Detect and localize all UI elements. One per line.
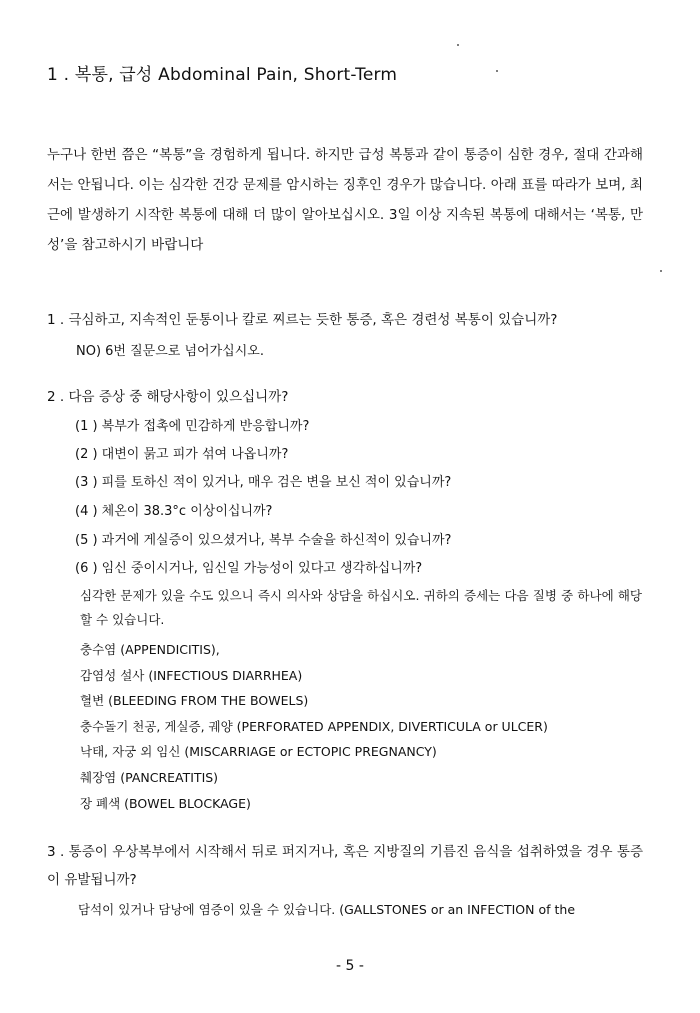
question-3: 3 . 통증이 우상복부에서 시작해서 뒤로 퍼지거나, 혹은 지방질의 기름진 음식을 섭취하였을 경우 통증이 유발됩니까? <box>47 844 643 888</box>
symptom-item: (2 ) 대변이 묽고 피가 섞여 나옵니까? <box>75 447 289 462</box>
symptom-item: (5 ) 과거에 게실증이 있으셨거나, 복부 수술을 하신적이 있습니까? <box>75 533 452 548</box>
condition-list <box>80 637 548 816</box>
question-3-answer: 담석이 있거나 담낭에 염증이 있을 수 있습니다. (GALLSTONES or an INFECTION of the <box>78 902 576 917</box>
scan-speck <box>660 270 662 272</box>
symptom-item: (3 ) 피를 토하신 적이 있거나, 매우 검은 변을 보신 적이 있습니까? <box>75 475 452 490</box>
intro-paragraph: 누구나 한번 쯤은 “복통”을 경험하게 됩니다. 하지만 급성 복통과 같이 통증이 심한 경우, 절대 간과해서는 안됩니다. 이는 심각한 건강 문제를 암시하는 징후인 경우가 많습니다. 아래 표를 따라가 보며, 최근에 발생하기 시작한 복통에 대해 더 많이 알아보십시오. 3일 이상 지속된 복통에 대해서는 ‘복통, 만성’을 참고하시기 바랍니다 <box>47 147 643 253</box>
question-2: 2 . 다음 증상 중 해당사항이 있으십니까? <box>47 389 289 405</box>
symptom-item: (6 ) 임신 중이시거나, 임신일 가능성이 있다고 생각하십니까? <box>75 561 423 576</box>
page-number: - 5 - <box>336 958 364 974</box>
question-1: 1 . 극심하고, 지속적인 둔통이나 칼로 찌르는 듯한 통증, 혹은 경련성 복통이 있습니까? <box>47 312 558 328</box>
condition-item: 혈변 (BLEEDING FROM THE BOWELS) <box>80 693 309 709</box>
condition-item: 췌장염 (PANCREATITIS) <box>80 769 219 785</box>
symptom-item: (1 ) 복부가 접촉에 민감하게 반응합니까? <box>75 419 310 434</box>
condition-item: 감염성 설사 (INFECTIOUS DIARRHEA) <box>80 667 303 683</box>
condition-item: 낙태, 자궁 외 임신 (MISCARRIAGE or ECTOPIC PREGNANCY) <box>80 744 437 760</box>
condition-item: 충수염 (APPENDICITIS), <box>80 642 220 657</box>
condition-item: 충수돌기 천공, 게실증, 궤양 (PERFORATED APPENDIX, DIVERTICULA or ULCER) <box>80 718 548 734</box>
section-heading: 1 . 복통, 급성 Abdominal Pain, Short-Term <box>47 65 398 85</box>
condition-item: 장 폐색 (BOWEL BLOCKAGE) <box>80 795 251 811</box>
scan-speck <box>496 70 498 72</box>
symptom-item: (4 ) 체온이 38.3°c 이상이십니까? <box>75 504 273 519</box>
question-1-answer: NO) 6번 질문으로 넘어가십시오. <box>76 344 264 359</box>
consult-note: 심각한 문제가 있을 수도 있으니 즉시 의사와 상담을 하십시오. 귀하의 증세는 다음 질병 중 하나에 해당 할 수 있습니다. <box>80 588 642 627</box>
scan-speck <box>457 44 459 46</box>
